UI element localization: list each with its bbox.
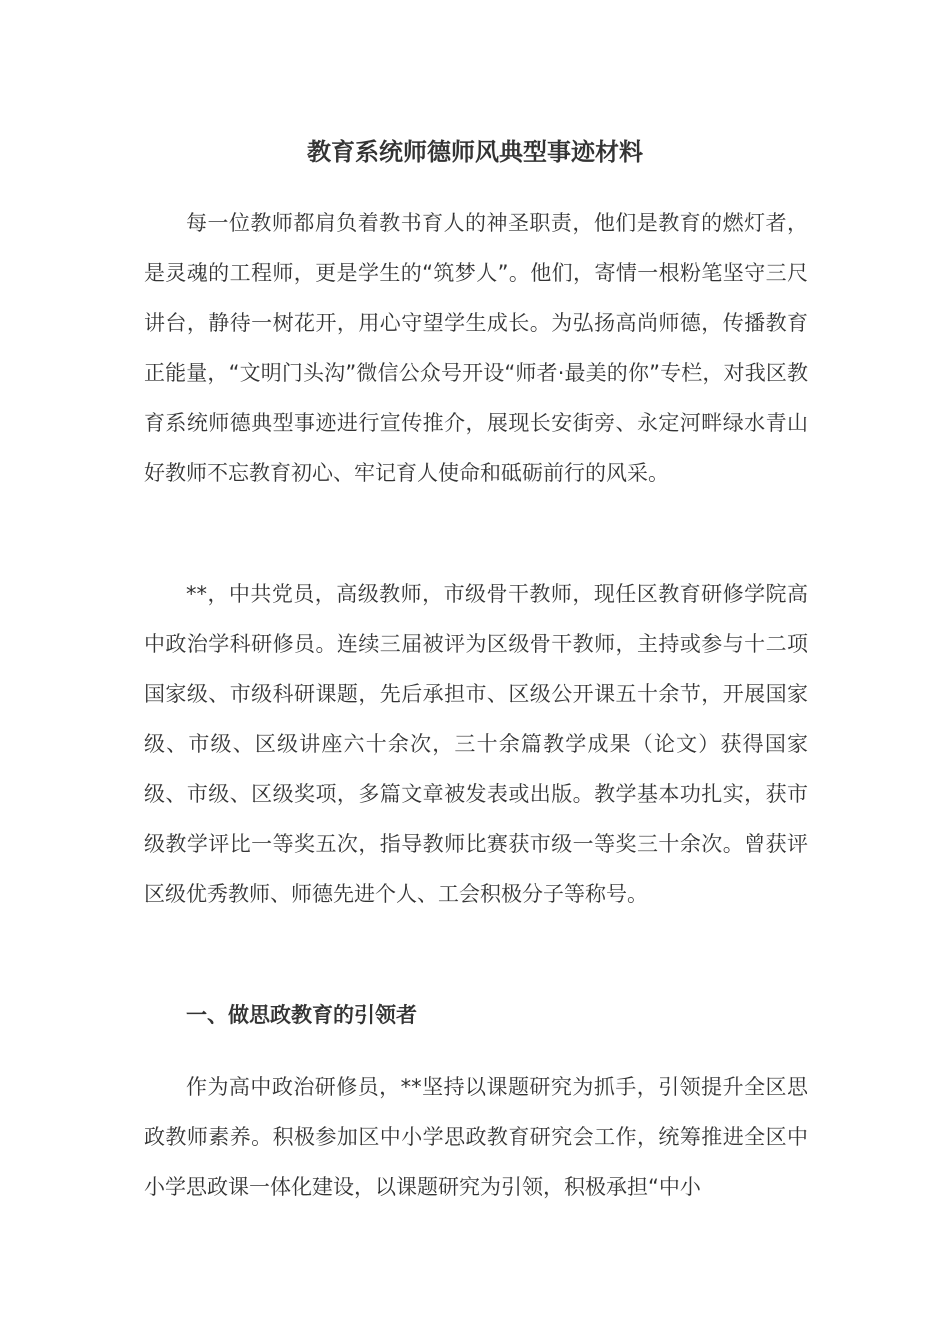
profile-paragraph: **，中共党员，高级教师，市级骨干教师，现任区教育研修学院高中政治学科研修员。连续三届被评为区级骨干教师，主持或参与十二项国家级、市级科研课题，先后承担市、区级公开课五十余节，开展国家级、市级、区级讲座六十余次，三十余篇教学成果（论文）获得国家级、市级、区级奖项，多篇文章被发表或出版。教学基本功扎实，获市级教学评比一等奖五次，指导教师比赛获市级一等奖三十余次。曾获评区级优秀教师、师德先进个人、工会积极分子等称号。 (144, 582, 808, 906)
intro-paragraph: 每一位教师都肩负着教书育人的神圣职责，他们是教育的燃灯者，是灵魂的工程师，更是学生的“筑梦人”。他们，寄情一根粉笔坚守三尺讲台，静待一树花开，用心守望学生成长。为弘扬高尚师德，传播教育正能量，“文明门头沟”微信公众号开设“师者·最美的你”专栏，对我区教育系统师德典型事迹进行宣传推介，展现长安街旁、永定河畔绿水青山好教师不忘教育初心、牢记育人使命和砥砺前行的风采。 (144, 211, 808, 485)
document-title: 教育系统师德师风典型事迹材料 (307, 138, 643, 166)
section-paragraph: 作为高中政治研修员，**坚持以课题研究为抓手，引领提升全区思政教师素养。积极参加区中小学思政教育研究会工作，统筹推进全区中小学思政课一体化建设，以课题研究为引领，积极承担“中小 (144, 1075, 808, 1199)
section-heading: 一、做思政教育的引领者 (186, 1003, 417, 1027)
